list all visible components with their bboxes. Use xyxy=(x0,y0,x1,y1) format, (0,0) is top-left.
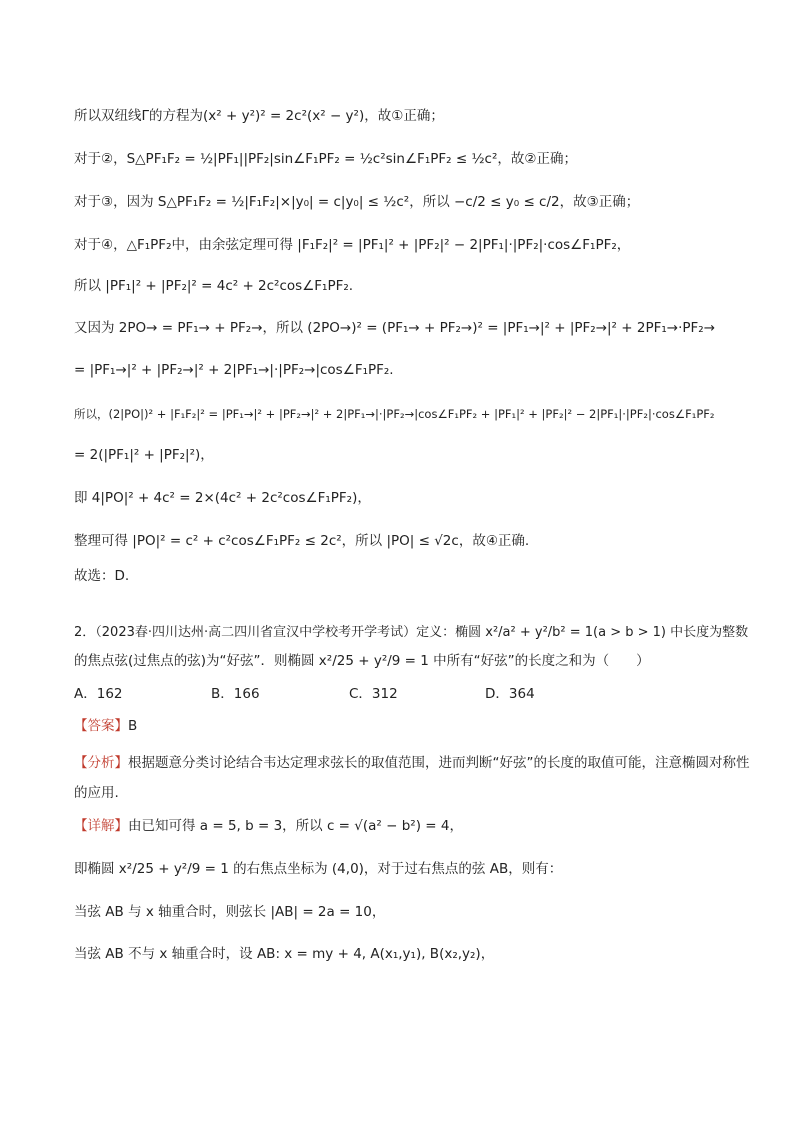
text-line: 当弦 AB 不与 x 轴重合时，设 AB: x = my + 4, A(x₁,y₁), B(x₂,y₂)， xyxy=(74,946,495,962)
detail-label: 【详解】 xyxy=(74,818,128,834)
text-line: 整理可得 |PO|² = c² + c²cos∠F₁PF₂ ≤ 2c²，所以 |PO| ≤ √2c，故④正确. xyxy=(74,533,530,549)
text-line: 即椭圆 x²/25 + y²/9 = 1 的右焦点坐标为 (4,0)，对于过右焦点的弦 AB，则有： xyxy=(74,861,563,877)
analysis-text: 根据题意分类讨论结合韦达定理求弦长的取值范围，进而判断“好弦”的长度的取值可能，注意椭圆对称性的应用. xyxy=(74,755,750,801)
analysis-label: 【分析】 xyxy=(74,755,128,771)
text-line: 所以，(2|PO|)² + |F₁F₂|² = |PF₁→|² + |PF₂→|² + 2|PF₁→|·|PF₂→|cos∠F₁PF₂ + |PF₁|² + |PF₂|² − 2|PF₁|·|PF₂|·cos∠F₁PF₂ xyxy=(74,407,715,421)
answer-label: 【答案】 xyxy=(74,718,128,734)
answer-line xyxy=(74,716,754,736)
detail-line xyxy=(74,816,754,836)
question-line: 的焦点弦(过焦点的弦)为“好弦”．则椭圆 x²/25 + y²/9 = 1 中所有“好弦”的长度之和为（ ） xyxy=(74,653,650,669)
option-d: D．364 xyxy=(485,686,535,702)
text-line: = 2(|PF₁|² + |PF₂|²)， xyxy=(74,447,214,463)
option-c: C．312 xyxy=(349,686,398,702)
option-b: B．166 xyxy=(211,686,260,702)
text-line: 又因为 2PO→ = PF₁→ + PF₂→，所以 (2PO→)² = (PF₁→ + PF₂→)² = |PF₁→|² + |PF₂→|² + 2PF₁→·PF₂→ xyxy=(74,320,715,336)
question-line: 2．（2023春·四川达州·高二四川省宣汉中学校考开学考试）定义：椭圆 x²/a² + y²/b² = 1(a > b > 1) 中长度为整数 xyxy=(74,625,749,640)
text-line: 故选：D. xyxy=(74,568,130,584)
text-line: 所以 |PF₁|² + |PF₂|² = 4c² + 2c²cos∠F₁PF₂. xyxy=(74,278,354,294)
text-line: 即 4|PO|² + 4c² = 2×(4c² + 2c²cos∠F₁PF₂)， xyxy=(74,490,371,506)
option-a: A．162 xyxy=(74,686,123,702)
text-line: 所以双纽线Γ的方程为(x² + y²)² = 2c²(x² − y²)，故①正确； xyxy=(74,108,444,124)
text-line: 对于②，S△PF₁F₂ = ½|PF₁||PF₂|sin∠F₁PF₂ = ½c²sin∠F₁PF₂ ≤ ½c²，故②正确； xyxy=(74,151,577,167)
detail-text: 由已知可得 a = 5, b = 3，所以 c = √(a² − b²) = 4， xyxy=(128,818,463,834)
options-row xyxy=(74,684,754,704)
analysis-paragraph xyxy=(74,748,754,808)
text-line: = |PF₁→|² + |PF₂→|² + 2|PF₁→|·|PF₂→|cos∠F₁PF₂. xyxy=(74,362,394,378)
answer-value: B xyxy=(128,718,138,734)
text-line: 对于④，△F₁PF₂中，由余弦定理可得 |F₁F₂|² = |PF₁|² + |PF₂|² − 2|PF₁|·|PF₂|·cos∠F₁PF₂， xyxy=(74,237,631,253)
text-line: 当弦 AB 与 x 轴重合时，则弦长 |AB| = 2a = 10， xyxy=(74,904,386,920)
text-line: 对于③，因为 S△PF₁F₂ = ½|F₁F₂|×|y₀| = c|y₀| ≤ ½c²，所以 −c/2 ≤ y₀ ≤ c/2，故③正确； xyxy=(74,194,640,210)
